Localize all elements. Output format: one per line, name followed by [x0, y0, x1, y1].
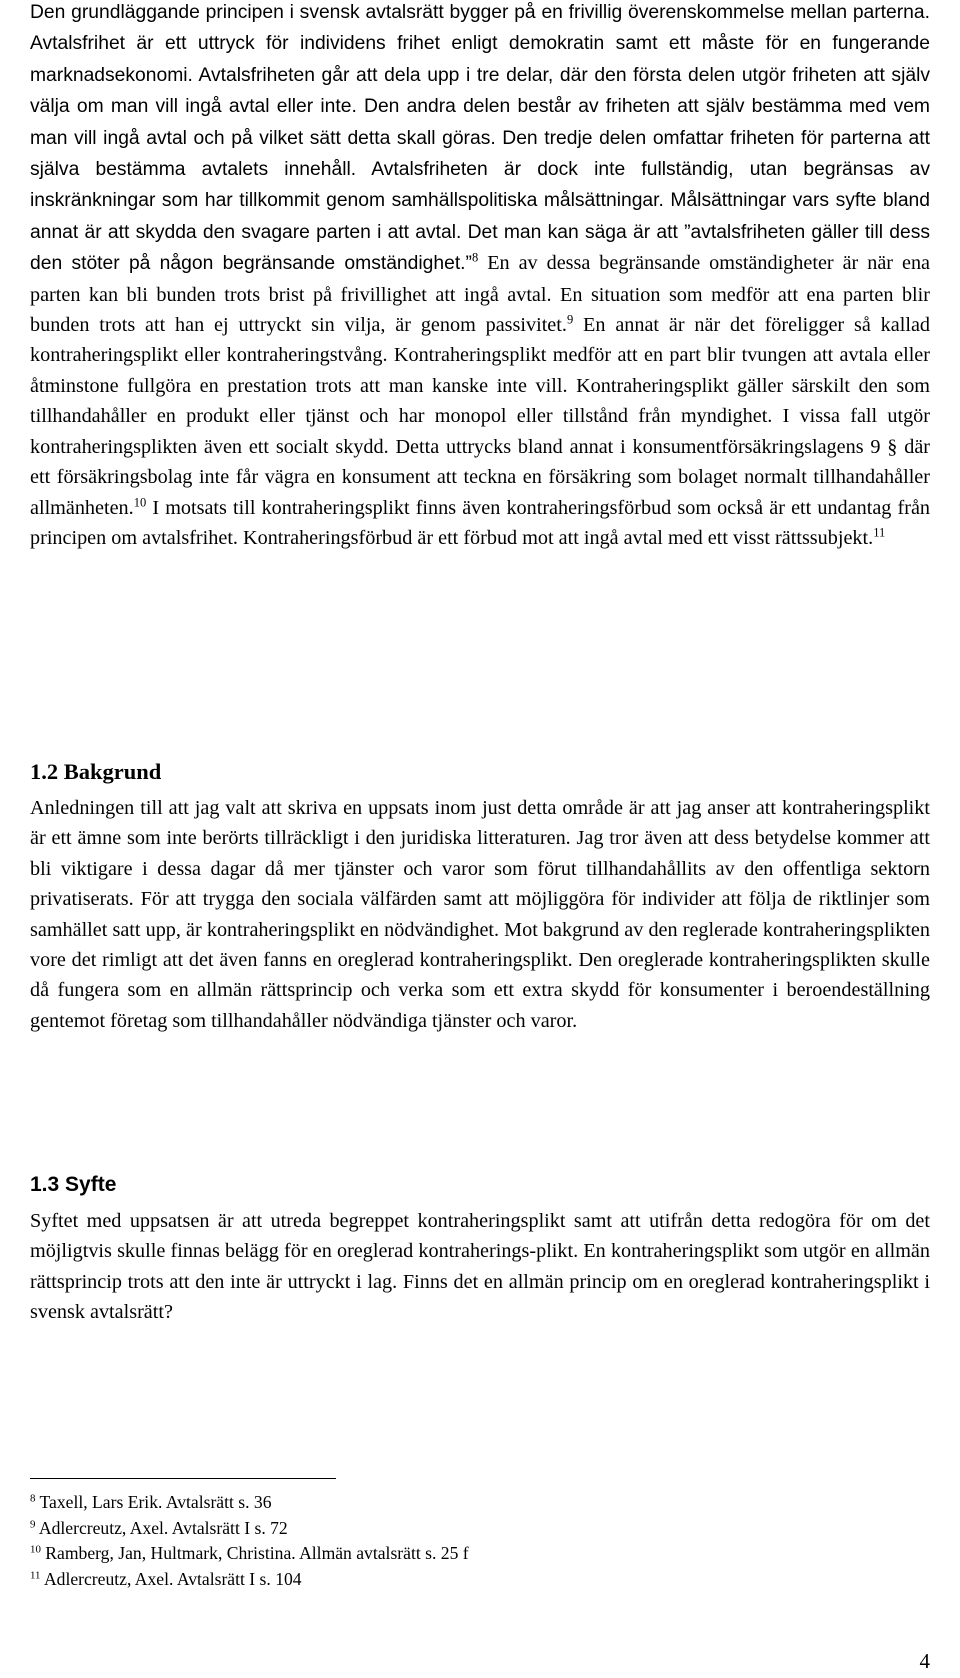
footnote-text: Taxell, Lars Erik. Avtalsrätt s. 36 [35, 1492, 272, 1512]
footnote-text: Adlercreutz, Axel. Avtalsrätt I s. 72 [35, 1517, 288, 1538]
footnote-number: 11 [30, 1569, 41, 1582]
paragraph-text: En annat är när det föreligger så kallad kontraheringsplikt eller kontraheringstvång. Kontraheringsplikt medför att en part blir tvungen att avtala eller åtminstone fullgöra en prestation trots att man kanske inte vill. Kontraheringsplikt gäller särskilt den som tillhandahåller en produkt eller tjänst och har monopol eller tillstånd från myndighet. I vissa fall utgör kontraheringsplikten även ett socialt skydd. Detta uttrycks bland annat i konsumentförsäkringslagens 9 § där ett försäkringsbolag inte får vägra en konsument att teckna en försäkring som bolaget normalt tillhandahåller allmänheten. [30, 314, 931, 519]
footnote-10 [30, 1541, 930, 1567]
footnote-text: Adlercreutz, Axel. Avtalsrätt I s. 104 [40, 1568, 302, 1589]
paragraph-syfte: Syftet med uppsatsen är att utreda begreppet kontraheringsplikt samt att utifrån detta redogöra för om det möjligtvis skulle finnas belägg för en oreglerad kontraherings-plikt. En kontraheringsplikt som utgör en allmän rättsprincip trots att den inte är uttryckt i lag. Finns det en allmän princip om en oreglerad kontraheringsplikt i svensk avtalsrätt? [30, 1210, 930, 1324]
footnote-number: 10 [30, 1543, 41, 1556]
section-heading-syfte: 1.3 Syfte [30, 1173, 117, 1196]
paragraph-avtalsfrihet [30, 0, 930, 553]
footnote-text: Ramberg, Jan, Hultmark, Christina. Allmän avtalsrätt s. 25 f [40, 1543, 469, 1564]
footnote-11 [30, 1567, 930, 1593]
footnote-number: 9 [30, 1518, 36, 1531]
page-number: 4 [919, 1649, 930, 1673]
footnote-8 [30, 1490, 930, 1516]
footnote-ref-11[interactable]: 11 [873, 525, 886, 540]
footnote-number: 8 [30, 1492, 36, 1505]
paragraph-text: Den grundläggande principen i svensk avtalsrätt bygger på en frivillig överenskommelse mellan parterna. Avtalsfrihet är ett uttryck för individens frihet enligt demokratin samt ett måste för en fungerande marknadsekonomi. Avtalsfriheten går att dela upp i tre delar, där den första delen utgör friheten att själv välja om man vill ingå avtal eller inte. Den andra delen består av friheten att själv bestämma med vem man vill ingå avtal och på vilket sätt detta skall göras. Den tredje delen omfattar friheten för parterna att själva bestämma avtalets innehåll. Avtalsfriheten är dock inte fullständig, utan begränsas av inskränkningar som har tillkommit genom samhällspolitiska målsättningar. Målsättningar vars syfte bland annat är att skydda den svagare parten i att avtal. Det man kan säga är att ”avtalsfriheten gäller till dess den stöter på någon begränsande omständighet.” [30, 2, 930, 275]
section-heading-bakgrund: 1.2 Bakgrund [30, 759, 162, 784]
footnote-ref-9[interactable]: 9 [566, 312, 574, 327]
footnote-9 [30, 1516, 930, 1542]
paragraph-text: En av dessa begränsande omständigheter är när ena parten kan bli bunden trots brist på frivillighet att ingå avtal. En situation som medför att ena parten blir bunden trots att han ej uttryckt sin vilja, är genom passivitet. [30, 252, 930, 337]
footnote-separator [30, 1478, 336, 1479]
footnote-ref-8[interactable]: 8 [471, 250, 479, 265]
footnote-ref-10[interactable]: 10 [133, 495, 147, 509]
paragraph-text: I motsats till kontraheringsplikt finns även kontraheringsförbud som också är ett undantag från principen om avtalsfrihet. Kontraheringsförbud är ett förbud mot att ingå avtal med ett visst rättssubjekt. [30, 496, 930, 549]
footnotes [30, 1490, 930, 1592]
paragraph-bakgrund: Anledningen till att jag valt att skriva en uppsats inom just detta område är att jag anser att kontraheringsplikt är ett ämne som inte berörts tillräckligt i den juridiska litteraturen. Jag tror även att dess betydelse kommer att bli viktigare i dessa dagar då mer tjänster och varor som förut tillhandahållits av den offentliga sektorn privatiserats. För att trygga den sociala välfärden samt att möjliggöra för individer att följa de riktlinjer som samhället satt upp, är kontraheringsplikt en nödvändighet. Mot bakgrund av den reglerade kontraheringsplikten vore det rimligt att det även fanns en oreglerad kontraheringsplikt. Den oreglerade kontraheringsplikten skulle då fungera som en allmän rättsprincip och verka som ett extra skydd för konsumenter i beroendeställning gentemot företag som tillhandahåller nödvändiga tjänster och varor. [30, 797, 930, 1032]
